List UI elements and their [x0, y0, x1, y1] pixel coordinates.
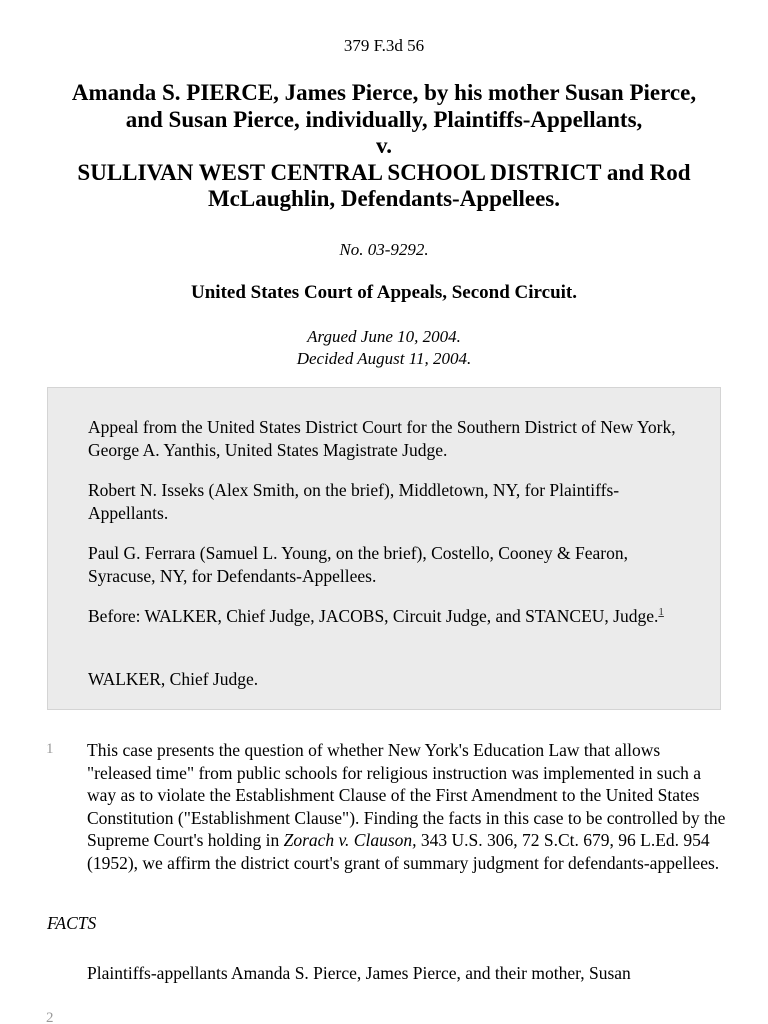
paragraph-text: 343 U.S. 306, 72 S.Ct. 679, 96 L.Ed. 954 (1952), we affirm the district court's grant of summary judgment for defendants-appellees. [87, 830, 720, 873]
caption-line: Amanda S. PIERCE, James Pierce, by his mother Susan Pierce, [71, 80, 697, 105]
argued-date: Argued June 10, 2004. [307, 327, 461, 346]
caption-line: McLaughlin, Defendants-Appellees. [207, 186, 561, 211]
paragraph-number: 2 [46, 1010, 54, 1024]
case-dates [0, 326, 768, 370]
opinion-author: WALKER, Chief Judge. [88, 669, 259, 689]
case-header-box [47, 387, 721, 710]
paragraph-number: 1 [46, 741, 54, 757]
case-citation-name: Zorach v. Clauson, [283, 830, 417, 850]
counsel-appellants: Robert N. Isseks (Alex Smith, on the brief), Middletown, NY, for Plaintiffs-Appellants. [88, 480, 620, 523]
section-heading-facts: FACTS [47, 913, 97, 933]
panel-info [88, 605, 688, 628]
reporter-citation: 379 F.3d 56 [343, 36, 425, 55]
paragraph-2: Plaintiffs-appellants Amanda S. Pierce, James Pierce, and their mother, Susan [87, 963, 631, 983]
footnote-link[interactable]: 1 [658, 606, 664, 619]
paragraph-1 [87, 739, 727, 874]
decided-date: Decided August 11, 2004. [296, 349, 472, 368]
caption-versus: v. [376, 133, 392, 158]
counsel-appellees: Paul G. Ferrara (Samuel L. Young, on the brief), Costello, Cooney & Fearon, Syracuse, NY, for Defendants-Appellees. [88, 543, 628, 586]
case-caption [20, 80, 748, 213]
paragraph-text: This case presents the question of whether New York's Education Law that allows "released time" from public schools for religious instruction was implemented in such a way as to violate the Establishment Clause of the First Amendment to the United States Constitution ("Establishment Clause"). Finding the facts in this case to be controlled by the Supreme Court's holding in [87, 740, 726, 850]
court-name: United States Court of Appeals, Second Circuit. [191, 282, 577, 303]
panel-text: Before: WALKER, Chief Judge, JACOBS, Circuit Judge, and STANCEU, Judge. [88, 606, 659, 626]
caption-line: and Susan Pierce, individually, Plaintiffs-Appellants, [125, 106, 643, 132]
docket-number: No. 03-9292. [339, 240, 429, 259]
appeal-info: Appeal from the United States District Court for the Southern District of New York, George A. Yanthis, United States Magistrate Judge. [88, 417, 676, 460]
caption-line: SULLIVAN WEST CENTRAL SCHOOL DISTRICT and Rod [77, 159, 691, 185]
